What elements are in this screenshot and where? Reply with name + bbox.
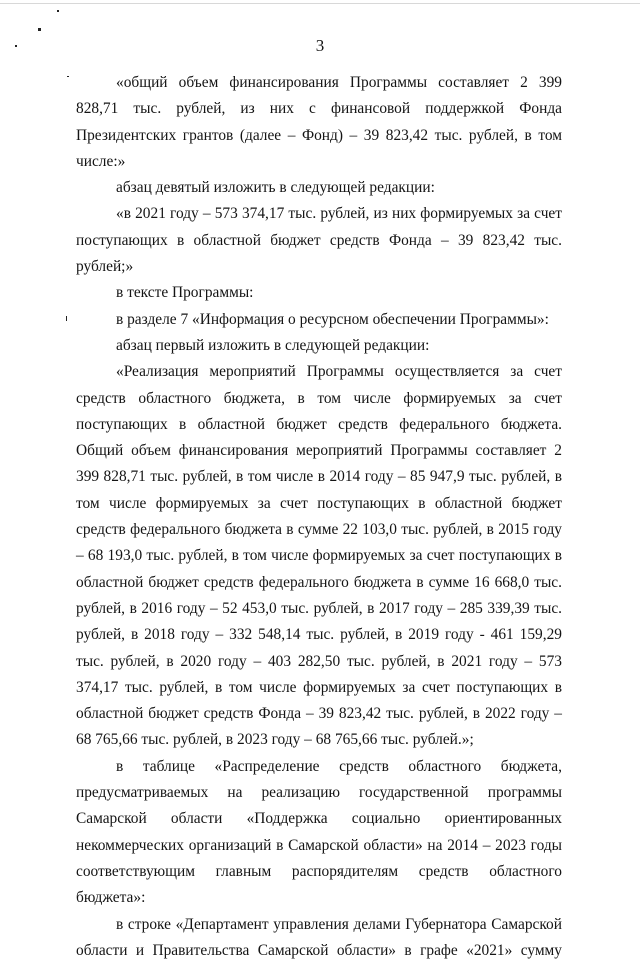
paragraph-instruction-ninth: абзац девятый изложить в следующей редакции: <box>76 175 562 201</box>
paragraph-program-funding: «Реализация мероприятий Программы осуществляется за счет средств областного бюджета, в том числе формируемых за счет поступающих в областной бюджет средств федерального бюджета. Общий объем финансирования мероприятий Программы составляет 2 399 828,71 тыс. рублей, в том числе в 2014 году – 85 947,9 тыс. рублей, в том числе формируемых за счет поступающих в областной бюджет средств федерального бюджета в сумме 22 103,0 тыс. рублей, в 2015 году – 68 193,0 тыс. рублей, в том числе формируемых за счет поступающих в областной бюджет средств федерального бюджета в сумме 16 668,0 тыс. рублей, в 2016 году – 52 453,0 тыс. рублей, в 2017 году – 285 339,39 тыс. рублей, в 2018 году – 332 548,14 тыс. рублей, в 2019 году - 461 159,29 тыс. рублей, в 2020 году – 403 282,50 тыс. рублей, в 2021 году – 573 374,17 тыс. рублей, в том числе формируемых за счет поступающих в областной бюджет средств Фонда – 39 823,42 тыс. рублей, в 2022 году – 68 765,66 тыс. рублей, в 2023 году – 68 765,66 тыс. рублей.»; <box>76 359 562 753</box>
scan-top-border <box>0 3 640 4</box>
scan-speck <box>38 28 41 31</box>
paragraph-in-program-text: в тексте Программы: <box>76 280 562 306</box>
paragraph-financing-total: «общий объем финансирования Программы составляет 2 399 828,71 тыс. рублей, из них с финансовой поддержкой Фонда Президентских грантов (далее – Фонд) – 39 823,42 тыс. рублей, в том числе:» <box>76 70 562 175</box>
paragraph-table-distribution: в таблице «Распределение средств областного бюджета, предусматриваемых на реализацию государственной программы Самарской области «Поддержка социально ориентированных некоммерческих организаций в Самарской области» на 2014 – 2023 годы соответствующим главным распорядителям средств областного бюджета»: <box>76 754 562 912</box>
paragraph-2021-amount: «в 2021 году – 573 374,17 тыс. рублей, из них формируемых за счет поступающих в областной бюджет средств Фонда – 39 823,42 тыс. рублей;» <box>76 201 562 280</box>
scan-speck <box>66 316 67 321</box>
paragraph-instruction-first: абзац первый изложить в следующей редакции: <box>76 333 562 359</box>
scan-speck <box>57 10 59 12</box>
page-number: 3 <box>0 36 640 56</box>
paragraph-section-7: в разделе 7 «Информация о ресурсном обеспечении Программы»: <box>76 307 562 333</box>
document-body <box>76 70 562 964</box>
paragraph-department-row: в строке «Департамент управления делами Губернатора Самарской области и Правительства Самарской области» в графе «2021» сумму <box>76 912 562 964</box>
scan-speck <box>67 76 69 77</box>
